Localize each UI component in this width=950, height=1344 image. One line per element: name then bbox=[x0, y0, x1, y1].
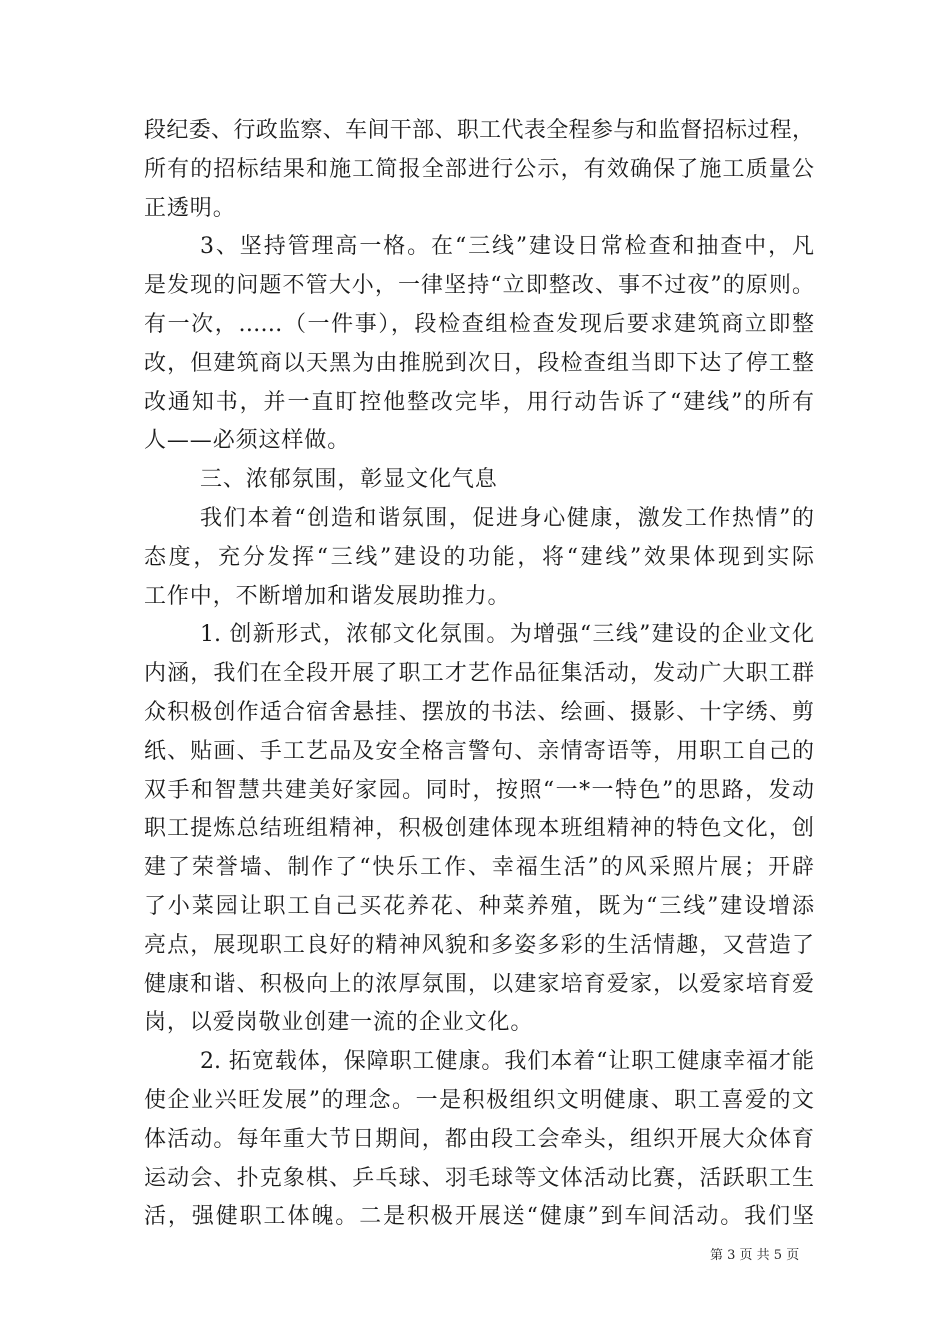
text-line: 所有的招标结果和施工简报全部进行公示，有效确保了施工质量公 bbox=[144, 156, 814, 182]
text-line: 体活动。每年重大节日期间，都由段工会牵头，组织开展大众体育 bbox=[144, 1126, 814, 1152]
text-line: 了小菜园让职工自己买花养花、种菜养殖，既为“三线”建设增添 bbox=[144, 893, 814, 919]
text-line: 活，强健职工体魄。二是积极开展送“健康”到车间活动。我们坚 bbox=[144, 1204, 814, 1230]
text-line: 双手和智慧共建美好家园。同时，按照“一*一特色”的思路，发动 bbox=[144, 777, 814, 803]
text-line: 工作中，不断增加和谐发展助推力。 bbox=[144, 583, 511, 609]
text-line: 内涵，我们在全段开展了职工才艺作品征集活动，发动广大职工群 bbox=[144, 661, 814, 687]
text-line: 2. 拓宽载体，保障职工健康。我们本着“让职工健康幸福才能 bbox=[200, 1049, 814, 1075]
text-line: 改，但建筑商以天黑为由推脱到次日，段检查组当即下达了停工整 bbox=[144, 350, 814, 376]
document-body bbox=[144, 112, 814, 1237]
text-line: 段纪委、行政监察、车间干部、职工代表全程参与和监督招标过程， bbox=[144, 118, 814, 143]
text-line: 态度，充分发挥“三线”建设的功能，将“建线”效果体现到实际 bbox=[144, 544, 814, 570]
text-line: 亮点，展现职工良好的精神风貌和多姿多彩的生活情趣，又营造了 bbox=[144, 932, 814, 958]
text-line: 我们本着“创造和谐氛围，促进身心健康，激发工作热情”的 bbox=[200, 505, 814, 531]
text-line: 建了荣誉墙、制作了“快乐工作、幸福生活”的风采照片展；开辟 bbox=[144, 855, 814, 881]
text-line: 1. 创新形式，浓郁文化氛围。为增强“三线”建设的企业文化 bbox=[200, 622, 814, 648]
text-line: 众积极创作适合宿舍悬挂、摆放的书法、绘画、摄影、十字绣、剪 bbox=[144, 699, 814, 725]
text-line: 使企业兴旺发展”的理念。一是积极组织文明健康、职工喜爱的文 bbox=[144, 1087, 814, 1113]
text-line: 健康和谐、积极向上的浓厚氛围，以建家培育爱家，以爱家培育爱 bbox=[144, 971, 814, 997]
page-number: 第 3 页 共 5 页 bbox=[710, 1248, 800, 1263]
text-line: 岗，以爱岗敬业创建一流的企业文化。 bbox=[144, 1010, 534, 1036]
text-line: 改通知书，并一直盯控他整改完毕，用行动告诉了“建线”的所有 bbox=[144, 389, 814, 415]
text-line: 职工提炼总结班组精神，积极创建体现本班组精神的特色文化，创 bbox=[144, 816, 814, 842]
text-line: 是发现的问题不管大小，一律坚持“立即整改、事不过夜”的原则。 bbox=[144, 273, 814, 299]
text-line: 3、坚持管理高一格。在“三线”建设日常检查和抽查中，凡 bbox=[200, 234, 814, 260]
text-line: 有一次，……（一件事），段检查组检查发现后要求建筑商立即整 bbox=[144, 311, 814, 337]
section-heading: 三、浓郁氛围，彰显文化气息 bbox=[200, 467, 498, 493]
text-line: 正透明。 bbox=[144, 195, 236, 221]
text-line: 运动会、扑克象棋、乒乓球、羽毛球等文体活动比赛，活跃职工生 bbox=[144, 1165, 814, 1191]
text-line: 纸、贴画、手工艺品及安全格言警句、亲情寄语等，用职工自己的 bbox=[144, 738, 814, 764]
text-line: 人——必须这样做。 bbox=[144, 428, 351, 454]
